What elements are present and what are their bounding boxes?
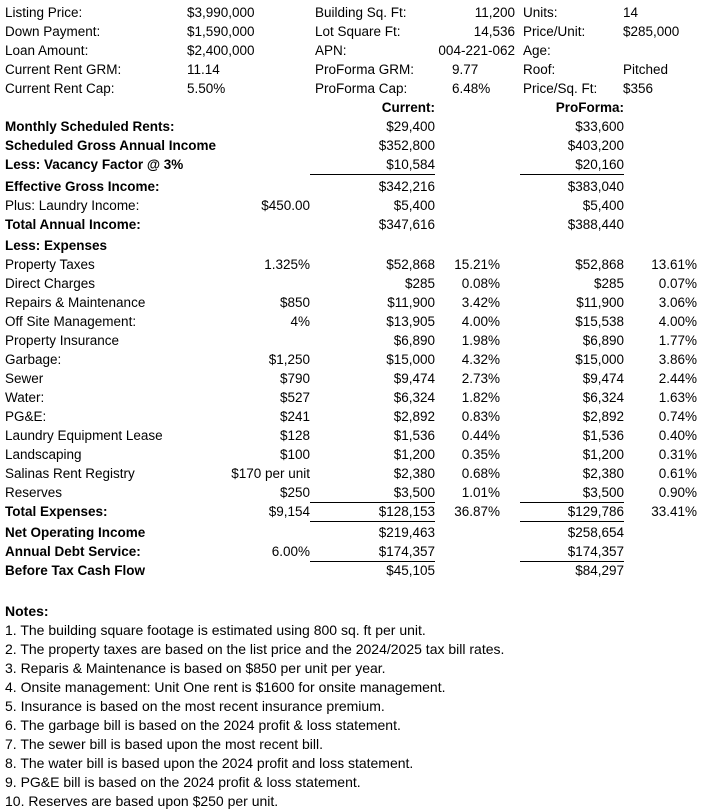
property-info-row xyxy=(0,22,723,41)
current-value: $1,536 xyxy=(393,428,435,443)
proforma-value: $3,500 xyxy=(520,483,624,503)
info-value: 14,536 xyxy=(473,24,515,39)
note-item: 8. The water bill is based upon the 2024 profit and loss statement. xyxy=(5,755,414,771)
current-value: $285 xyxy=(404,276,435,291)
column-header-current: Current: xyxy=(381,100,435,115)
proforma-value: $6,890 xyxy=(582,333,624,348)
row-label: Property Insurance xyxy=(5,333,120,348)
info-value: 11,200 xyxy=(474,5,515,20)
row-label: Effective Gross Income: xyxy=(5,179,160,194)
proforma-value: $285 xyxy=(593,276,624,291)
note-item: 7. The sewer bill is based upon the most recent bill. xyxy=(5,736,324,752)
expense-row xyxy=(0,445,723,464)
expense-row xyxy=(0,464,723,483)
rate-value: $850 xyxy=(279,295,310,310)
total-expenses-row xyxy=(0,502,723,521)
row-label: Before Tax Cash Flow xyxy=(5,563,146,578)
note-item: 3. Reparis & Maintenance is based on $850 per unit per year. xyxy=(5,660,386,676)
row-label: Total Annual Income: xyxy=(5,217,141,232)
info-value: 9.77 xyxy=(452,62,479,77)
info-label: Current Rent Cap: xyxy=(5,81,115,96)
expense-row xyxy=(0,369,723,388)
current-value: $29,400 xyxy=(386,119,435,134)
income-row xyxy=(0,155,723,174)
note-item: 6. The garbage bill is based on the 2024 profit & loss statement. xyxy=(5,717,401,733)
info-value: Pitched xyxy=(623,62,669,77)
expense-row xyxy=(0,255,723,274)
current-value: $6,890 xyxy=(393,333,435,348)
info-value: 6.48% xyxy=(452,81,491,96)
expense-row xyxy=(0,312,723,331)
rate-value: $241 xyxy=(279,409,310,424)
column-header-row xyxy=(0,98,723,117)
current-percent: 2.73% xyxy=(461,371,500,386)
proforma-value: $84,297 xyxy=(575,563,624,578)
row-label: Direct Charges xyxy=(5,276,96,291)
property-info-row xyxy=(0,79,723,98)
current-percent: 4.32% xyxy=(461,352,500,367)
proforma-percent: 1.63% xyxy=(658,390,697,405)
row-label: Repairs & Maintenance xyxy=(5,295,146,310)
current-value: $352,800 xyxy=(378,138,435,153)
rate-value: $790 xyxy=(279,371,310,386)
income-row xyxy=(0,117,723,136)
proforma-value: $403,200 xyxy=(567,138,624,153)
rate-value xyxy=(180,331,310,350)
row-label: Total Expenses: xyxy=(5,504,108,519)
info-label: ProForma Cap: xyxy=(315,81,408,96)
note-item: 10. Reserves are based upon $250 per unit. xyxy=(5,793,279,809)
row-label: Off Site Management: xyxy=(5,314,137,329)
proforma-value: $33,600 xyxy=(575,119,624,134)
current-value: $6,324 xyxy=(393,390,435,405)
info-value: $285,000 xyxy=(623,24,680,39)
expenses-section-header xyxy=(0,236,723,255)
row-label: Monthly Scheduled Rents: xyxy=(5,119,175,134)
summary-row xyxy=(0,523,723,542)
info-label: Lot Square Ft: xyxy=(315,24,401,39)
expense-row xyxy=(0,274,723,293)
proforma-percent: 4.00% xyxy=(658,314,697,329)
row-label: Reserves xyxy=(5,485,63,500)
row-label: Laundry Equipment Lease xyxy=(5,428,163,443)
proforma-value: $6,324 xyxy=(582,390,624,405)
rate-value: $450.00 xyxy=(261,198,310,213)
current-percent: 36.87% xyxy=(454,504,500,519)
proforma-value: $174,357 xyxy=(520,542,624,562)
proforma-percent: 13.61% xyxy=(651,257,697,272)
proforma-value: $388,440 xyxy=(567,217,624,232)
expense-row xyxy=(0,407,723,426)
row-label: Net Operating Income xyxy=(5,525,146,540)
notes-title: Notes: xyxy=(5,603,49,619)
income-row xyxy=(0,215,723,234)
proforma-value: $2,380 xyxy=(582,466,624,481)
info-label: Roof: xyxy=(523,62,556,77)
rate-value: $9,154 xyxy=(268,504,310,519)
current-value: $9,474 xyxy=(393,371,435,386)
info-value: $356 xyxy=(623,81,654,96)
current-value: $174,357 xyxy=(310,542,435,562)
rate-value: 1.325% xyxy=(264,257,310,272)
row-label: Sewer xyxy=(5,371,44,386)
info-value: $3,990,000 xyxy=(187,5,255,20)
proforma-value: $1,536 xyxy=(582,428,624,443)
proforma-value: $1,200 xyxy=(582,447,624,462)
current-percent: 1.82% xyxy=(461,390,500,405)
row-label: Landscaping xyxy=(5,447,82,462)
info-label: Listing Price: xyxy=(5,5,83,20)
column-header-proforma: ProForma: xyxy=(555,100,624,115)
info-label: Age: xyxy=(523,43,551,58)
proforma-percent: 2.44% xyxy=(658,371,697,386)
info-value: 004-221-062 xyxy=(438,43,515,58)
income-row xyxy=(0,177,723,196)
row-label: Scheduled Gross Annual Income xyxy=(5,138,217,153)
rate-value: $170 per unit xyxy=(231,466,310,481)
current-percent: 0.35% xyxy=(461,447,500,462)
proforma-percent: 3.06% xyxy=(658,295,697,310)
note-item: 2. The property taxes are based on the list price and the 2024/2025 tax bill rates. xyxy=(5,641,505,657)
info-label: Price/Unit: xyxy=(523,24,586,39)
info-label: Loan Amount: xyxy=(5,43,89,58)
rate-value xyxy=(180,274,310,293)
section-label: Less: Expenses xyxy=(5,238,108,253)
note-item: 4. Onsite management: Unit One rent is $1600 for onsite management. xyxy=(5,679,446,695)
info-value: 11.14 xyxy=(187,62,220,77)
row-label: Annual Debt Service: xyxy=(5,544,141,559)
proforma-value: $258,654 xyxy=(567,525,624,540)
row-label: PG&E: xyxy=(5,409,47,424)
info-value: 14 xyxy=(623,5,639,20)
current-percent: 0.68% xyxy=(461,466,500,481)
current-percent: 0.83% xyxy=(461,409,500,424)
note-item: 5. Insurance is based on the most recent insurance premium. xyxy=(5,698,385,714)
expense-row xyxy=(0,331,723,350)
current-value: $13,905 xyxy=(386,314,435,329)
note-item: 9. PG&E bill is based on the 2024 profit & loss statement. xyxy=(5,774,361,790)
current-value: $52,868 xyxy=(386,257,435,272)
current-percent: 0.08% xyxy=(461,276,500,291)
info-label: Down Payment: xyxy=(5,24,101,39)
notes-section xyxy=(0,602,723,811)
proforma-value: $129,786 xyxy=(520,502,624,522)
info-value: 5.50% xyxy=(187,81,226,96)
proforma-percent: 3.86% xyxy=(658,352,697,367)
expense-row xyxy=(0,388,723,407)
current-value: $347,616 xyxy=(378,217,435,232)
current-value: $219,463 xyxy=(378,525,435,540)
info-label: ProForma GRM: xyxy=(315,62,415,77)
proforma-percent: 0.40% xyxy=(658,428,697,443)
proforma-percent: 0.90% xyxy=(658,485,697,500)
current-percent: 3.42% xyxy=(461,295,500,310)
row-label: Garbage: xyxy=(5,352,62,367)
proforma-percent: 0.31% xyxy=(658,447,697,462)
current-percent: 1.98% xyxy=(461,333,500,348)
summary-row xyxy=(0,542,723,561)
info-value: $2,400,000 xyxy=(187,43,255,58)
info-label: Current Rent GRM: xyxy=(5,62,122,77)
current-value: $1,200 xyxy=(393,447,435,462)
note-item: 1. The building square footage is estimated using 800 sq. ft per unit. xyxy=(5,622,426,638)
info-label: Building Sq. Ft: xyxy=(315,5,407,20)
proforma-value: $2,892 xyxy=(582,409,624,424)
rate-value: 6.00% xyxy=(271,544,310,559)
proforma-value: $5,400 xyxy=(582,198,624,213)
info-label: Units: xyxy=(523,5,558,20)
current-value: $15,000 xyxy=(386,352,435,367)
current-value: $3,500 xyxy=(310,483,435,503)
proforma-percent: 0.61% xyxy=(658,466,697,481)
proforma-value: $11,900 xyxy=(576,295,624,310)
row-label: Water: xyxy=(5,390,45,405)
row-label: Plus: Laundry Income: xyxy=(5,198,140,213)
current-percent: 15.21% xyxy=(454,257,500,272)
proforma-value: $20,160 xyxy=(520,155,624,175)
rate-value: 4% xyxy=(290,314,310,329)
proforma-percent: 1.77% xyxy=(658,333,697,348)
row-label: Property Taxes xyxy=(5,257,95,272)
expense-row xyxy=(0,350,723,369)
income-row xyxy=(0,136,723,155)
expense-row xyxy=(0,293,723,312)
info-label: APN: xyxy=(315,43,347,58)
current-value: $2,892 xyxy=(393,409,435,424)
proforma-value: $15,000 xyxy=(575,352,624,367)
rate-value: $527 xyxy=(279,390,310,405)
info-value: $1,590,000 xyxy=(187,24,255,39)
summary-row xyxy=(0,561,723,580)
row-label: Less: Vacancy Factor @ 3% xyxy=(5,157,184,172)
current-value: $10,584 xyxy=(310,155,435,175)
proforma-percent: 0.07% xyxy=(658,276,697,291)
income-row xyxy=(0,196,723,215)
property-info-row xyxy=(0,60,723,79)
current-percent: 4.00% xyxy=(461,314,500,329)
rate-value: $128 xyxy=(279,428,310,443)
proforma-value: $9,474 xyxy=(582,371,624,386)
expense-row xyxy=(0,483,723,502)
rate-value: $100 xyxy=(279,447,310,462)
proforma-percent: 33.41% xyxy=(651,504,697,519)
current-value: $342,216 xyxy=(378,179,435,194)
proforma-value: $15,538 xyxy=(575,314,624,329)
current-value: $2,380 xyxy=(393,466,435,481)
info-label: Price/Sq. Ft: xyxy=(523,81,598,96)
property-info-row xyxy=(0,41,723,60)
current-value: $45,105 xyxy=(386,563,435,578)
proforma-value: $52,868 xyxy=(575,257,624,272)
rate-value: $250 xyxy=(279,485,310,500)
property-info-row xyxy=(0,3,723,22)
current-value: $128,153 xyxy=(310,502,435,522)
rate-value: $1,250 xyxy=(268,352,310,367)
current-percent: 0.44% xyxy=(461,428,500,443)
proforma-value: $383,040 xyxy=(567,179,624,194)
current-value: $11,900 xyxy=(387,295,435,310)
current-value: $5,400 xyxy=(393,198,435,213)
row-label: Salinas Rent Registry xyxy=(5,466,135,481)
proforma-percent: 0.74% xyxy=(658,409,697,424)
current-percent: 1.01% xyxy=(461,485,500,500)
expense-row xyxy=(0,426,723,445)
